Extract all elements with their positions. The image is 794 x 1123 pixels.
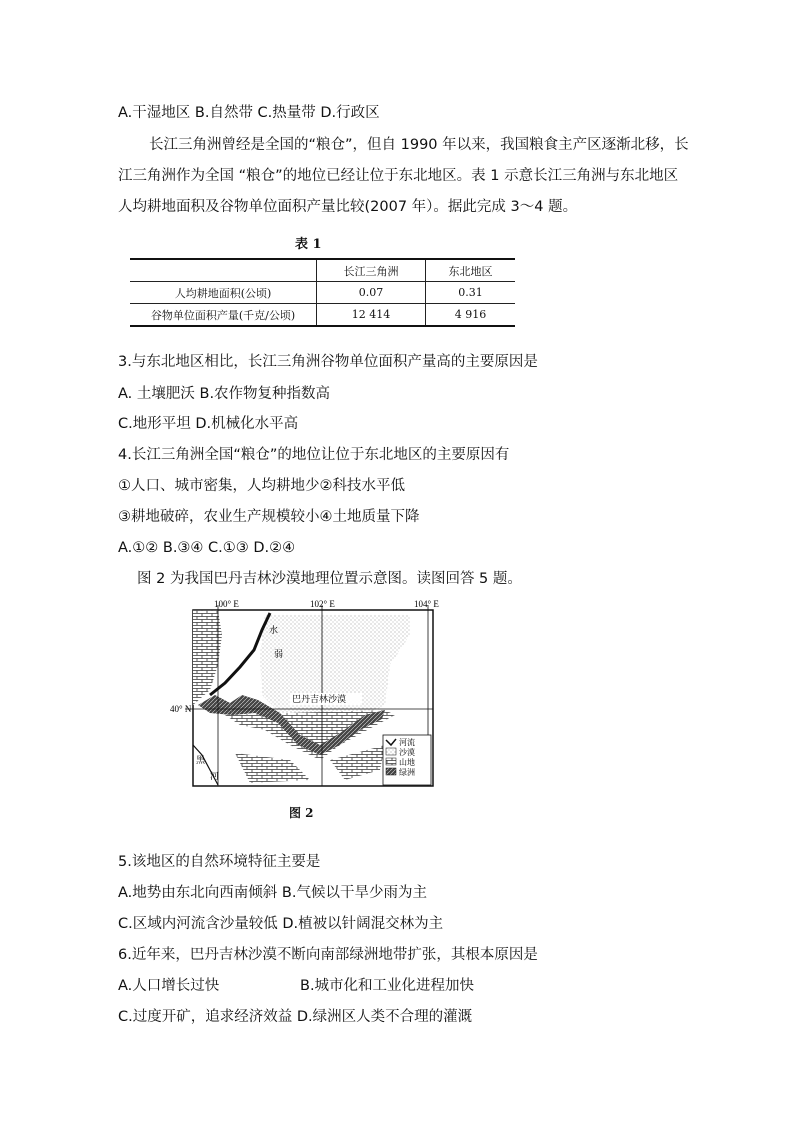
table-row — [130, 304, 515, 327]
intro-paragraph — [118, 130, 688, 223]
river-label: 河 — [210, 772, 220, 782]
legend-label: 山地 — [399, 758, 415, 767]
table-cell: 0.07 — [317, 282, 426, 304]
river-label: 弱 — [274, 650, 284, 660]
q6-option-b: B.城市化和工业化进程加快 — [300, 978, 475, 994]
legend-label: 河流 — [399, 738, 415, 747]
table-cell: 12 414 — [317, 304, 426, 327]
legend-oasis-icon — [386, 768, 396, 775]
table-caption: 表 1 — [295, 237, 322, 252]
q5-options-cd: C.区域内河流含沙量较低 D.植被以针阔混交林为主 — [118, 916, 444, 932]
q5-stem: 5.该地区的自然环境特征主要是 — [118, 854, 321, 870]
q4-stem: 4.长江三角洲全国“粮仓”的地位让位于东北地区的主要原因有 — [118, 447, 510, 463]
lon-label: 104° E — [414, 599, 439, 609]
river-label: 水 — [269, 626, 279, 636]
legend-desert-icon — [386, 748, 396, 755]
table-cell: 0.31 — [426, 282, 515, 304]
table-cell: 谷物单位面积产量(千克/公顷) — [130, 304, 317, 327]
table-row — [130, 282, 515, 304]
table-cell: 人均耕地面积(公顷) — [130, 282, 317, 304]
table-header-row — [130, 259, 515, 282]
map-figure — [170, 595, 440, 825]
intro-line-2: 江三角洲作为全国 “粮仓”的地位已经让位于东北地区。表 1 示意长江三角洲与东北地区 — [118, 168, 679, 184]
table-header-cell — [130, 259, 317, 282]
q3-stem: 3.与东北地区相比，长江三角洲谷物单位面积产量高的主要原因是 — [118, 354, 538, 370]
data-table — [130, 258, 515, 327]
q6-stem: 6.近年来，巴丹吉林沙漠不断向南部绿洲地带扩张，其根本原因是 — [118, 947, 538, 963]
lon-label: 100° E — [214, 599, 239, 609]
desert-label: 巴丹吉林沙漠 — [292, 695, 347, 705]
legend-mountain-icon — [386, 758, 396, 765]
intro-line-3: 人均耕地面积及谷物单位面积产量比较(2007 年）。据此完成 3～4 题。 — [118, 199, 578, 215]
legend-label: 绿洲 — [399, 768, 415, 777]
q6-option-a: A.人口增长过快 — [118, 978, 220, 994]
q4-items-3-4: ③耕地破碎，农业生产规模较小④土地质量下降 — [118, 509, 420, 525]
q6-options-cd: C.过度开矿，追求经济效益 D.绿洲区人类不合理的灌溉 — [118, 1009, 473, 1025]
lon-label: 102° E — [310, 599, 335, 609]
legend-label: 沙漠 — [399, 748, 415, 757]
lat-label: 40° N — [170, 704, 192, 714]
q2-options: A.干湿地区 B.自然带 C.热量带 D.行政区 — [118, 105, 380, 121]
fig2-intro: 图 2 为我国巴丹吉林沙漠地理位置示意图。读图回答 5 题。 — [137, 571, 522, 587]
badain-jaran-map — [170, 595, 440, 825]
q3-options-cd: C.地形平坦 D.机械化水平高 — [118, 416, 299, 432]
river-label: 黑 — [196, 756, 206, 766]
q3-options-ab: A. 土壤肥沃 B.农作物复种指数高 — [118, 386, 331, 402]
intro-line-1: 长江三角洲曾经是全国的“粮仓”，但自 1990 年以来，我国粮食主产区逐渐北移，长 — [149, 137, 689, 153]
table-header-cell: 长江三角洲 — [317, 259, 426, 282]
table-header-cell: 东北地区 — [426, 259, 515, 282]
table-cell: 4 916 — [426, 304, 515, 327]
figure-caption: 图 2 — [289, 806, 314, 820]
q5-options-ab: A.地势由东北向西南倾斜 B.气候以干旱少雨为主 — [118, 885, 427, 901]
q4-items-1-2: ①人口、城市密集，人均耕地少②科技水平低 — [118, 478, 405, 494]
q4-options: A.①② B.③④ C.①③ D.②④ — [118, 540, 296, 556]
